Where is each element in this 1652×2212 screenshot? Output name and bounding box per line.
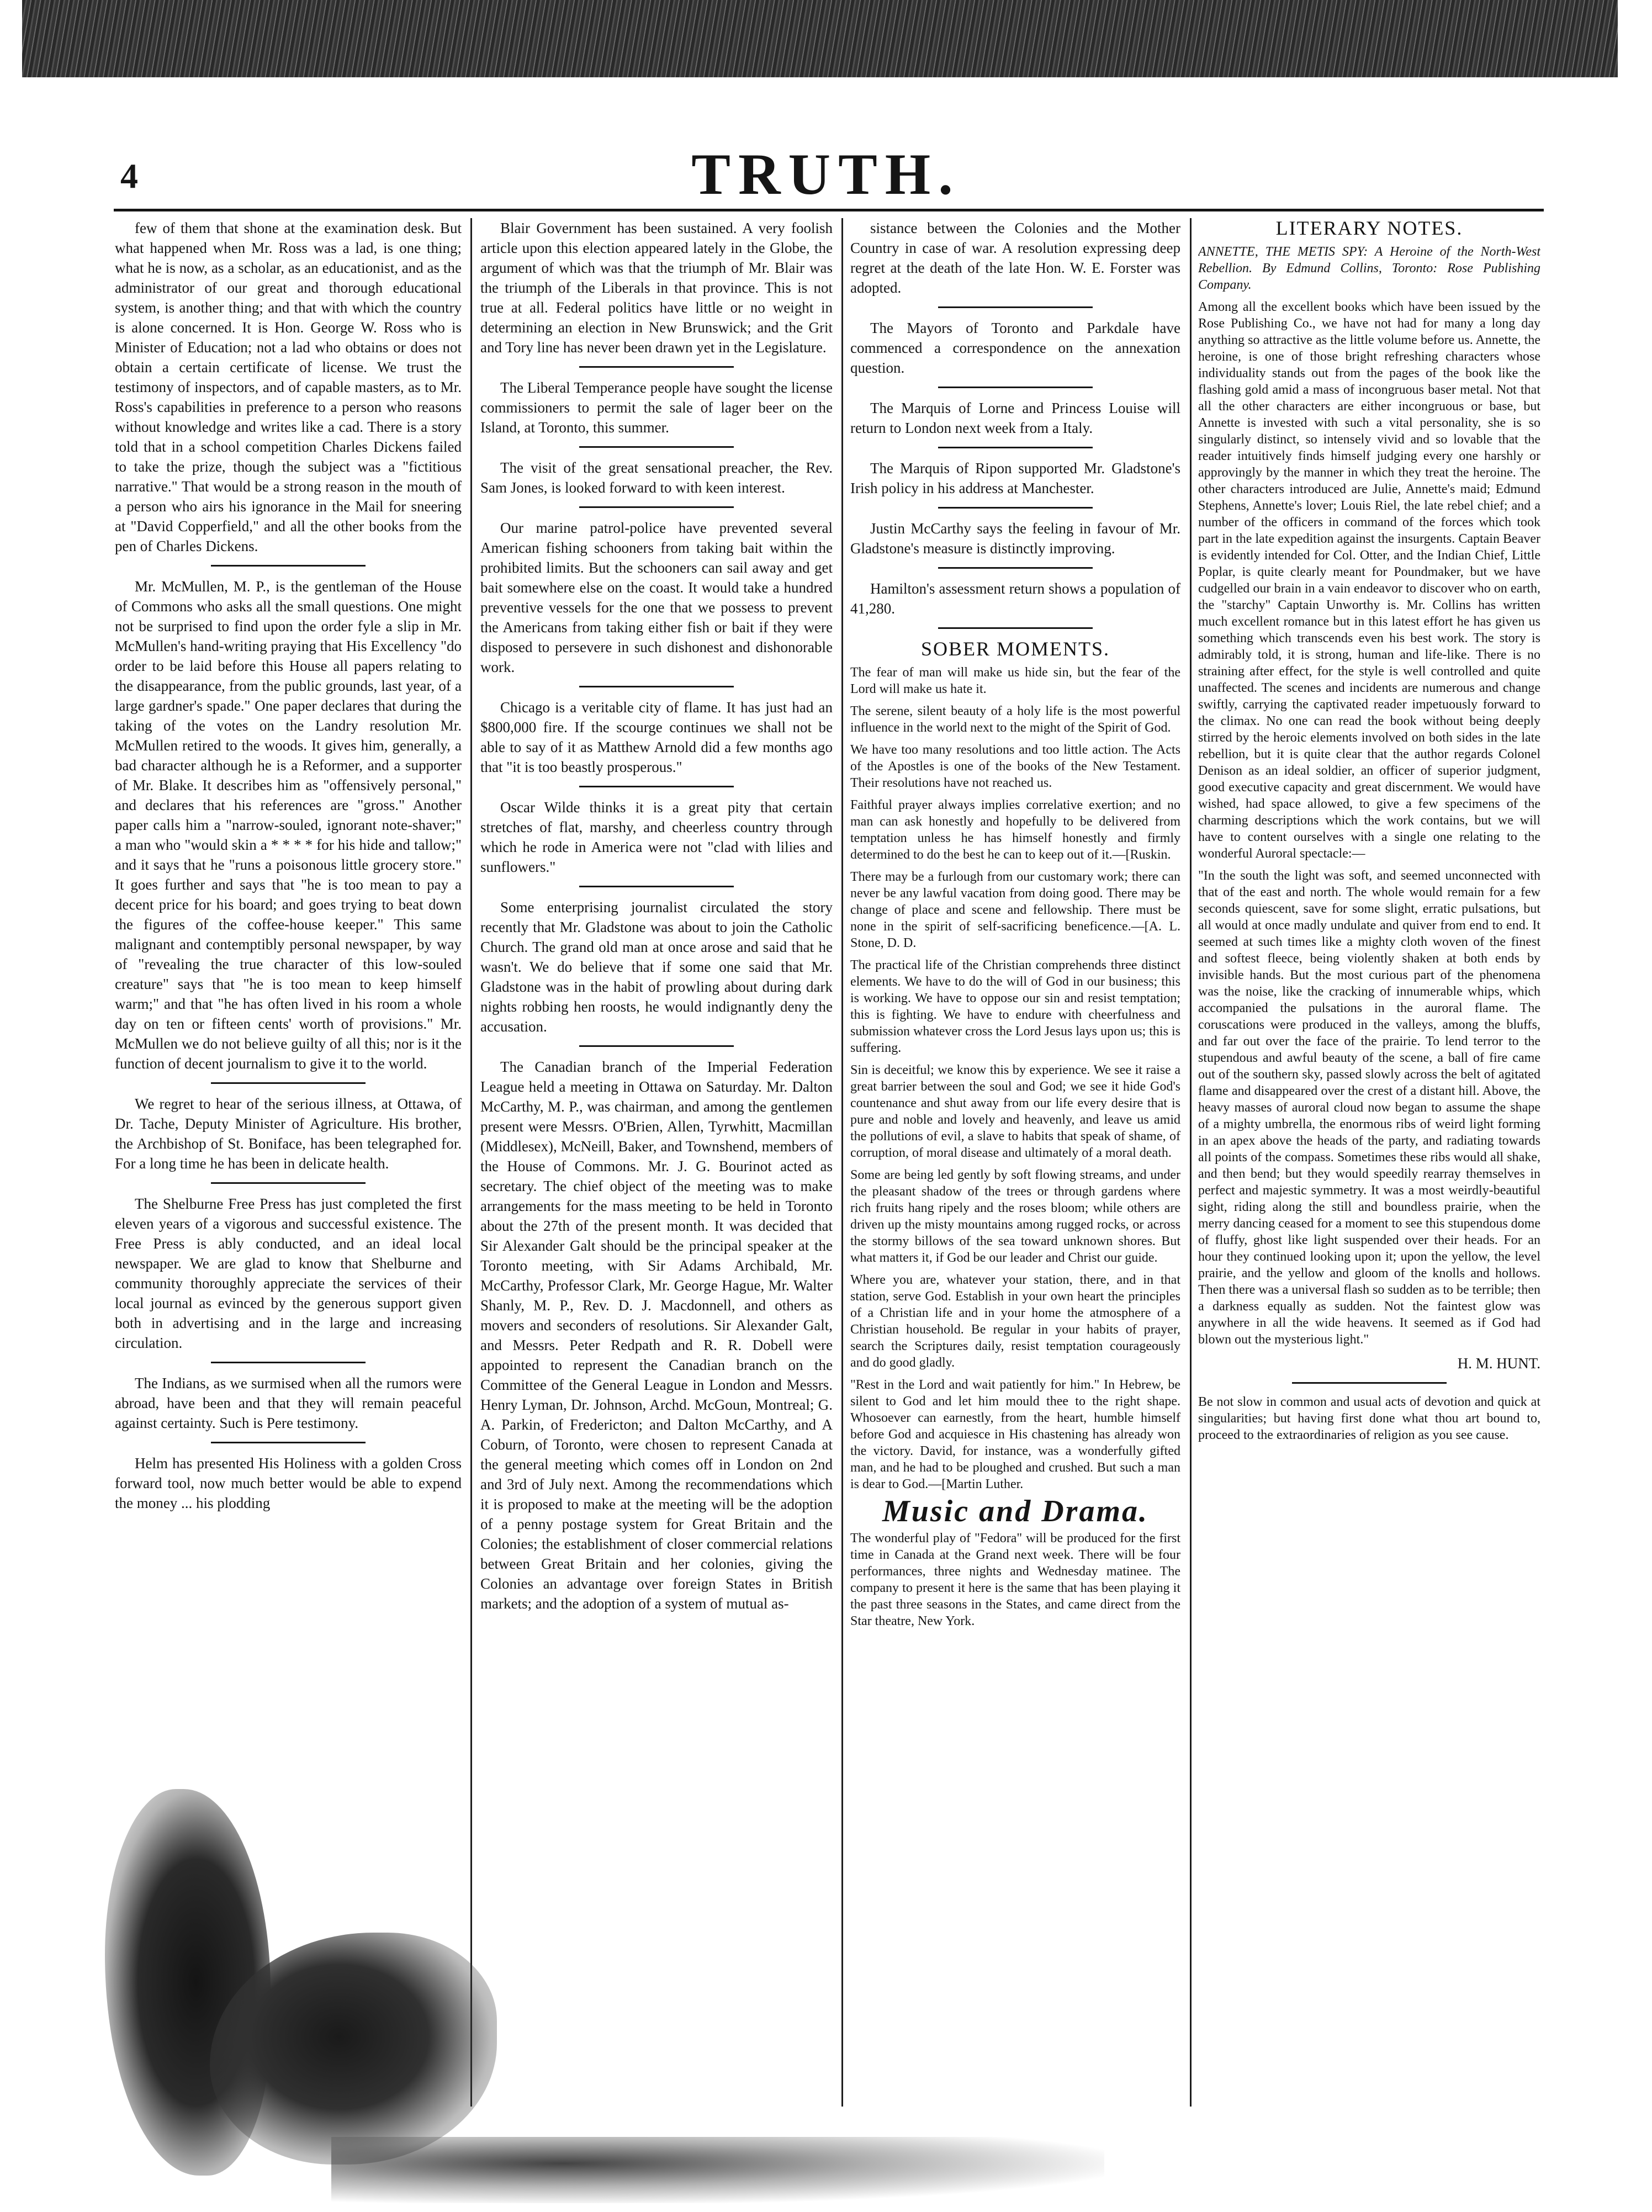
paragraph: Among all the excellent books which have been issued by the Rose Publishing Co., we have not had for many a long day anything so attractive as the little volume before us. Annette, the heroine, is one of those bright refreshing characters whose individuality stands out from the pages of the book like the flashing gold amid a mass of incongruous baser metal. Not that all the other characters are either incongruous or base, but Annette is invested with such a vital personality, she is so singularly distinct, so intensely vivid and so lovable that the reader intuitively finds himself judging every one harshly or approvingly by the manner in which they treat the heroine. The other characters introduced are Julie, Annette's maid; Edmund Stephens, Annette's lover; Louis Riel, the late rebel chief; and a number of the officers in command of the forces which took part in the late expedition against the insurgents. Captain Beaver is evidently intended for Col. Otter, and the Indian Chief, Little Poplar, is quite clearly meant for Poundmaker, but we have cudgelled our brain in a vain endeavor to discover who on earth, the "starchy" Captain Unworthy is. Mr. Collins has written much excellent romance but in this latest effort he has given us something which transcends even his best work. The story is admirably told, it is strong, human and life-like. There is no straining after effect, for the style is well controlled and quite unaffected. The scenes and incidents are numerous and change swiftly, carrying the captivated reader impetuously forward to the climax. No one can read the book without being deeply stirred by the heroic elements involved on both sides in the late rebellion, but it is quite clear that the author regards Colonel Denison as an ideal soldier, an officer of superior judgment, good executive capacity and great discernment. We would have wished, had space allowed, to give a few specimens of the charming descriptions which the work contains, but we will have to content ourselves with a single one relating to the wonderful Auroral spectacle:—	[1198, 300, 1540, 861]
paragraph: Our marine patrol-police have prevented several American fishing schooners from taking bait within the prohibited limits. But the schooners can sail away and get bait somewhere else on the coast. It would take a hundred preventive vessels for the one that we possess to prevent the Americans from taking either fish or bait if they were disposed to persevere in such dishonest and dishonorable work.	[480, 520, 833, 675]
column-3	[850, 218, 1180, 2107]
paragraph: Mr. McMullen, M. P., is the gentleman of the House of Commons who asks all the small questions. One might not be surprised to find upon the order fyle a slip in Mr. McMullen's hand-writing praying that His Excellency "do order to be laid before this House all papers relating to the disappearance, from the public grounds, last year, of a large gardner's spade." One paper declares that during the taking of the votes on the Landry resolution Mr. McMullen retired to the woods. It gives him, generally, a bad character although he is a Reformer, and a supporter of Mr. Blake. It describes him as "offensively personal," and declares that his references are "gross." Another paper calls him a "narrow-souled, ignorant note-shaver;" a man who "would skin a * * * * for his hide and tallow;" and it says that he "runs a poisonous little grocery store." It goes further and says that "he is too mean to pay a decent price for his board; and goes trying to beat down the figures of the coffee-house keeper." This same malignant and contemptibly personal newspaper, by way of "revealing the true character of this low-souled creature" says that "he is too mean to keep himself warm;" and that "he has often lived in his room a whole day on ten or fifteen cents' worth of provisions." Mr. McMullen we do not believe guilty of all this; nor is it the function of decent journalism to give it to the world.	[115, 578, 462, 1072]
separator	[211, 1182, 366, 1184]
separator	[1292, 1382, 1447, 1384]
header-rule	[114, 209, 1544, 211]
paragraph: few of them that shone at the examination desk. But what happened when Mr. Ross was a lad, is one thing; what he is now, as a scholar, as an educationist, and as the administrator of our great and thorough educational system, is another thing; and that with which the country is alone concerned. It is Hon. George W. Ross who is Minister of Education; not a lad who obtains or does not obtain a certain certificate of license. We trust the testimony of inspectors, and of capable masters, as to Mr. Ross's capabilities in preference to a person who reasons without knowledge and writes like a cad. There is a story told that in a school competition Charles Dickens failed to take the prize, though the subject was a "fictitious narrative." That would be a strong reason in the mouth of a person who airs his ignorance in the Mail for sneering at "David Copperfield," and all the other books from the pen of Charles Dickens.	[115, 220, 462, 554]
paragraph: Justin McCarthy says the feeling in favour of Mr. Gladstone's measure is distinctly improving.	[850, 520, 1180, 557]
book-citation: ANNETTE, THE METIS SPY: A Heroine of the North-West Rebellion. By Edmund Collins, Toronto: Rose Publishing Company.	[1198, 245, 1540, 292]
separator	[579, 886, 734, 887]
paragraph: "In the south the light was soft, and seemed unconnected with that of the east and north. The whole would remain for a few seconds quiescent, save for some slight, erratic pulsations, but all would at once madly undulate and quiver from end to end. It seemed at such times like a mighty cloth woven of the finest and softest fleece, being violently shaken at both ends by invisible hands. But the most curious part of the phenomena was the noise, like the cracking of innumerable whips, which accompanied the pulsations in the auroral flame. The coruscations were produced in the valleys, among the bluffs, and far out over the face of the prairie. To lend terror to the stupendous and awful beauty of the scene, a ball of fire came out of the southern sky, passed slowly across the belt of agitated flame and disappeared over the crest of a distant hill. Above, the heavy masses of auroral cloud now began to assume the shape of a mighty umbrella, the enormous ribs of weird light forming in an apex above the heads of the party, and radiating towards all points of the compass. Sometimes these ribs would all shake, and then bend; but they would speedily rearray themselves in perfect and majestic symmetry. It was a most weirdly-beautiful sight, riding along the still and boundless prairie, when the merry dancing ceased for a moment to see this stupendous dome of fluffy, ghost like light suspended over their heads. For an hour they continued looking upon it; upon the yellow, the level prairie, and the yellow and gloom of the knolls and hollows. Then there was a universal flash so sudden as to be terrible; then a darkness equally as sudden. Not the faintest glow was anywhere in all the wide heavens. It seemed as if God had blown out the mysterious light."	[1198, 869, 1540, 1347]
paragraph: The wonderful play of "Fedora" will be produced for the first time in Canada at the Grand next week. There will be four performances, three nights and Wednesday matinee. The company to present it here is the same that has been playing it the past three seasons in the States, and came direct from the Star theatre, New York.	[850, 1531, 1180, 1628]
paragraph: Sin is deceitful; we know this by experience. We see it raise a great barrier between the soul and God; we see it hide God's countenance and shut away from our life every desire that is pure and noble and lovely and heavenly, and leave us amid the pollutions of evil, a slave to habits that speak of shame, of corruption, of moral disease and ultimately of a moral death.	[850, 1063, 1180, 1160]
paragraph: The Liberal Temperance people have sought the license commissioners to permit the sale of lager beer on the Island, at Toronto, this summer.	[480, 379, 833, 436]
paragraph: Some are being led gently by soft flowing streams, and under the pleasant shadow of the trees or through gardens where rich fruits hang ripely and the roses bloom; while others are driven up the misty mountains among rugged rocks, or across the stormy billows of the sea toward unknown shores. But what matters it, if God be our leader and Christ our guide.	[850, 1168, 1180, 1265]
section-heading-music-and-drama: Music and Drama.	[882, 1494, 1149, 1528]
column-divider	[470, 218, 472, 2107]
separator	[579, 366, 734, 368]
separator	[938, 447, 1093, 448]
paragraph: Hamilton's assessment return shows a population of 41,280.	[850, 580, 1180, 617]
separator	[211, 1362, 366, 1363]
separator	[211, 1082, 366, 1084]
paragraph: The serene, silent beauty of a holy life is the most powerful influence in the world next to the might of the Spirit of God.	[850, 704, 1180, 735]
separator	[938, 627, 1093, 629]
separator	[579, 686, 734, 687]
signature: H. M. HUNT.	[1457, 1355, 1540, 1372]
paragraph: Chicago is a veritable city of flame. It has just had an $800,000 fire. If the scourge continues we shall not be able to say of it as Matthew Arnold did a few months ago that "it is too beastly prosperous."	[480, 699, 833, 775]
column-2	[480, 218, 833, 2107]
paragraph: Some enterprising journalist circulated the story recently that Mr. Gladstone was about to join the Catholic Church. The grand old man at once arose and said that he wasn't. We do believe that if some one said that Mr. Gladstone was in the habit of prowling about during dark nights robbing hen roosts, he would indignantly deny the accusation.	[480, 899, 833, 1035]
paragraph: The fear of man will make us hide sin, but the fear of the Lord will make us hate it.	[850, 665, 1180, 696]
column-divider	[841, 218, 843, 2107]
paragraph: The practical life of the Christian comprehends three distinct elements. We have to do the will of God in our business; this is working. We have to oppose our sin and resist temptation; this is fighting. We have to endure with cheerfulness and submission whatever cross the Lord Jesus lays upon us; this is suffering.	[850, 958, 1180, 1055]
paragraph: The Shelburne Free Press has just completed the first eleven years of a vigorous and successful existence. The Free Press is ably conducted, and an ideal local newspaper. We are glad to know that Shelburne and community thoroughly appreciate the services of their local journal as evinced by the generous support given both in advertising and in the large and increasing circulation.	[115, 1195, 462, 1351]
separator	[579, 1045, 734, 1047]
section-heading-sober-moments: SOBER MOMENTS.	[920, 638, 1110, 660]
paragraph: Faithful prayer always implies correlative exertion; and no man can ask honestly and hopefully to be delivered from temptation unless he has himself honestly and firmly determined to do the best he can to keep out of it.—[Ruskin.	[850, 798, 1180, 862]
paragraph: We have too many resolutions and too little action. The Acts of the Apostles is one of the books of the New Testament. Their resolutions have not reached us.	[850, 743, 1180, 790]
column-4	[1198, 218, 1540, 2107]
paragraph: Where you are, whatever your station, there, and in that station, serve God. Establish in your own heart the principles of a Christian life and in your home the atmosphere of a Christian household. Be regular in your habits of prayer, search the Scriptures daily, resist temptation courageously and do good gladly.	[850, 1273, 1180, 1370]
paragraph: "Rest in the Lord and wait patiently for him." In Hebrew, be silent to God and let him mould thee to the right shape. Whosoever can earnestly, from the heart, humble himself before God and acquiesce in His chastening has already won the victory. David, for instance, was a wonderfully gifted man, and he had to be ploughed and crushed. But such a man is dear to God.—[Martin Luther.	[850, 1378, 1180, 1491]
paragraph: Blair Government has been sustained. A very foolish article upon this election appeared lately in the Globe, the argument of which was that the triumph of Mr. Blair was the triumph of the Liberals in that province. This is not true at all. Federal politics have little or no weight in determining an election in New Brunswick; and the Grit and Tory line has never been drawn yet in the Legislature.	[480, 220, 833, 356]
column-divider	[1190, 218, 1192, 2107]
separator	[579, 786, 734, 787]
separator	[211, 1442, 366, 1443]
separator	[579, 506, 734, 508]
separator	[938, 306, 1093, 308]
page-number: 4	[120, 156, 138, 195]
paragraph: The Mayors of Toronto and Parkdale have commenced a correspondence on the annexation question.	[850, 320, 1180, 376]
paragraph: sistance between the Colonies and the Mother Country in case of war. A resolution expressing deep regret at the death of the late Hon. W. E. Forster was adopted.	[850, 220, 1180, 296]
section-heading-literary-notes: LITERARY NOTES.	[1275, 218, 1463, 239]
paragraph: There may be a furlough from our customary work; there can never be any lawful vacation from doing good. There may be change of place and scene and fellowship. There must be none in the spirit of self-sacrificing beneficence.—[A. L. Stone, D. D.	[850, 870, 1180, 950]
paragraph: The Marquis of Lorne and Princess Louise will return to London next week from a Italy.	[850, 400, 1180, 436]
paragraph: Helm has presented His Holiness with a golden Cross forward tool, now much better would be able to expend the money ... his plodding	[115, 1455, 462, 1511]
paragraph: Be not slow in common and usual acts of devotion and quick at singularities; but having first done what thou art bound to, proceed to the extraordinaries of religion as you see cause.	[1198, 1395, 1540, 1442]
paragraph: The visit of the great sensational preacher, the Rev. Sam Jones, is looked forward to with keen interest.	[480, 459, 833, 496]
scan-edge	[22, 0, 1618, 77]
separator	[938, 387, 1093, 388]
separator	[579, 446, 734, 448]
paragraph: We regret to hear of the serious illness, at Ottawa, of Dr. Tache, Deputy Minister of Agriculture. His brother, the Archbishop of St. Boniface, has been telegraphed for. For a long time he has been in delicate health.	[115, 1096, 462, 1172]
paragraph: The Indians, as we surmised when all the rumors were abroad, have been and that they will remain peaceful against certainty. Such is Pere testimony.	[115, 1375, 462, 1431]
paragraph: The Canadian branch of the Imperial Federation League held a meeting in Ottawa on Saturday. Mr. Dalton McCarthy, M. P., was chairman, and among the gentlemen present were Messrs. O'Brien, Allen, Tyrwhitt, Macmillan (Middlesex), McNeill, Baker, and Townshend, members of the House of Commons. Mr. J. G. Bourinot acted as secretary. The chief object of the meeting was to make arrangements for the mass meeting to be held in Toronto about the 27th of the present month. It was decided that Sir Alexander Galt should be the principal speaker at the Toronto meeting, with Sir Adams Archibald, Mr. McCarthy, Professor Clark, Mr. George Hague, Mr. Walter Shanly, M. P., Rev. D. J. Macdonnell, and others as movers and seconders of resolutions. Sir Alexander Galt, and Messrs. Peter Redpath and R. R. Dobell were appointed to represent the Canadian branch on the Committee of the General League in London and Messrs. Henry Lyman, Dr. Johnson, Archd. McGoun, Montreal; G. A. Parkin, of Fredericton; and Dalton McCarthy, and A Coburn, of Toronto, were chosen to represent Canada at the general meeting which comes off in London on 2nd and 3rd of July next. Among the recommendations which it is proposed to make at the meeting will be the adoption of a penny postage system for Great Britain and the Colonies; the establishment of closer commercial relations between Great Britain and her colonies, giving the Colonies an advantage over foreign States in British markets; and the adoption of a system of mutual as-	[480, 1059, 833, 1612]
paragraph: Oscar Wilde thinks it is a great pity that certain stretches of flat, marshy, and cheerless country through which he rode in America were not "clad with lilies and sunflowers."	[480, 799, 833, 875]
paragraph: The Marquis of Ripon supported Mr. Gladstone's Irish policy in his address at Manchester.	[850, 460, 1180, 496]
ink-damage	[331, 2137, 1104, 2203]
separator	[938, 567, 1093, 569]
separator	[938, 507, 1093, 509]
separator	[211, 565, 366, 567]
masthead-title: TRUTH.	[691, 142, 961, 207]
